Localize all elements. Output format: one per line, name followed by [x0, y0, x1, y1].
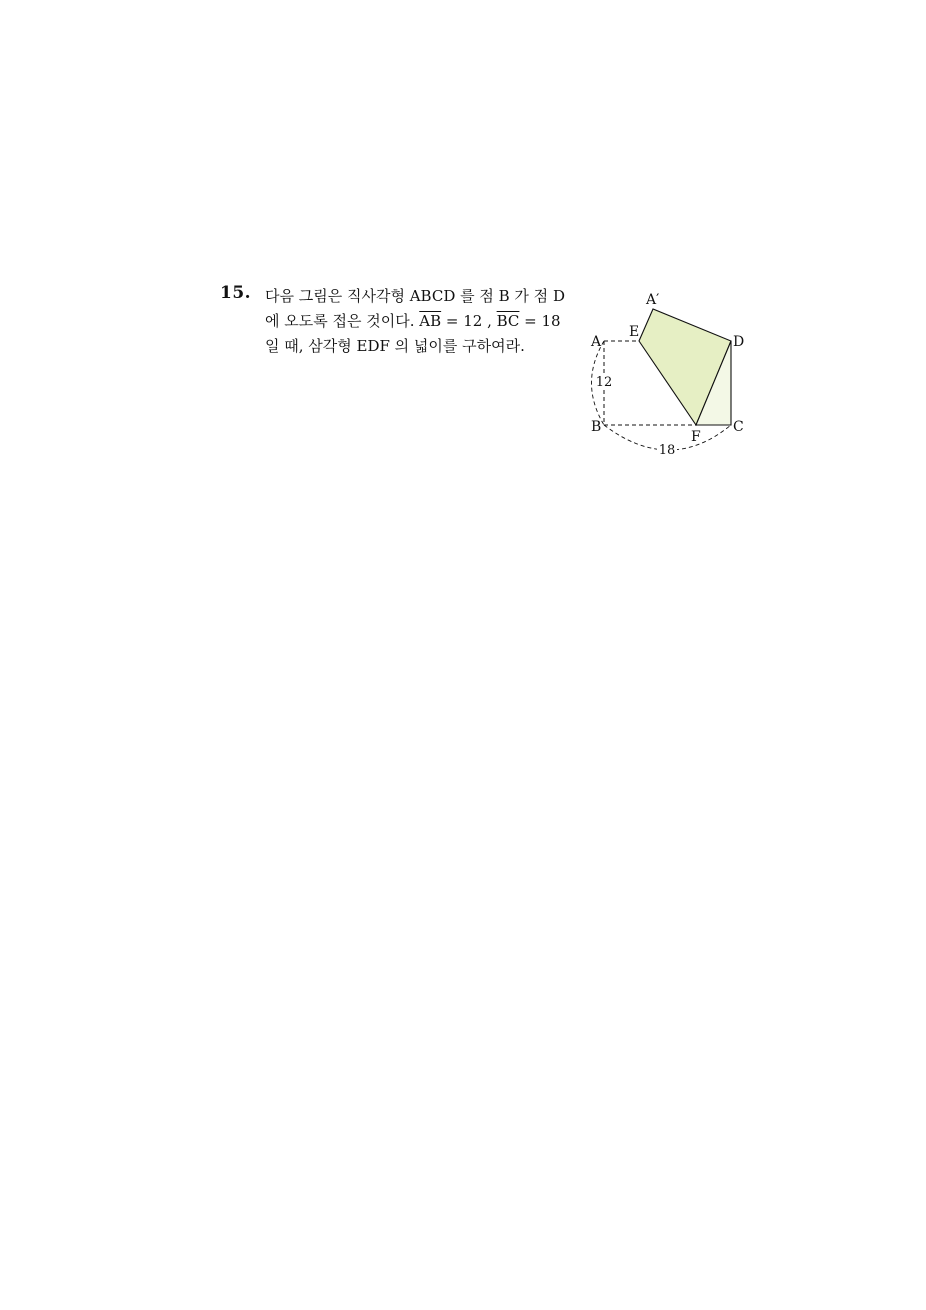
- problem-statement: [265, 284, 570, 359]
- problem-line-1: 다음 그림은 직사각형 ABCD 를 점 B 가 점 D: [265, 287, 565, 305]
- equation-ab: = 12 ,: [441, 312, 497, 330]
- folded-rectangle-figure: [575, 280, 765, 465]
- vertex-label-b: B: [591, 419, 602, 435]
- problem-number: 15.: [220, 283, 252, 303]
- vertex-label-a-prime: A′: [646, 292, 660, 308]
- vertex-label-d: D: [733, 334, 745, 350]
- segment-ab: $\overline{AB}$: [419, 312, 442, 330]
- equation-bc: = 18: [519, 312, 561, 330]
- problem-line-2-prefix: 에 오도록 접은 것이다.: [265, 312, 420, 330]
- vertex-label-f: F: [691, 429, 701, 445]
- dimension-label-bc: 18: [658, 443, 676, 458]
- vertex-label-a: A: [591, 334, 602, 350]
- vertex-label-c: C: [733, 419, 744, 435]
- problem-line-3: 일 때, 삼각형 EDF 의 넓이를 구하여라.: [265, 337, 525, 355]
- problem-line-2: [265, 309, 570, 334]
- dimension-label-ab: 12: [595, 375, 613, 390]
- vertex-label-e: E: [629, 324, 640, 340]
- segment-bc: $\overline{BC}$: [496, 312, 520, 330]
